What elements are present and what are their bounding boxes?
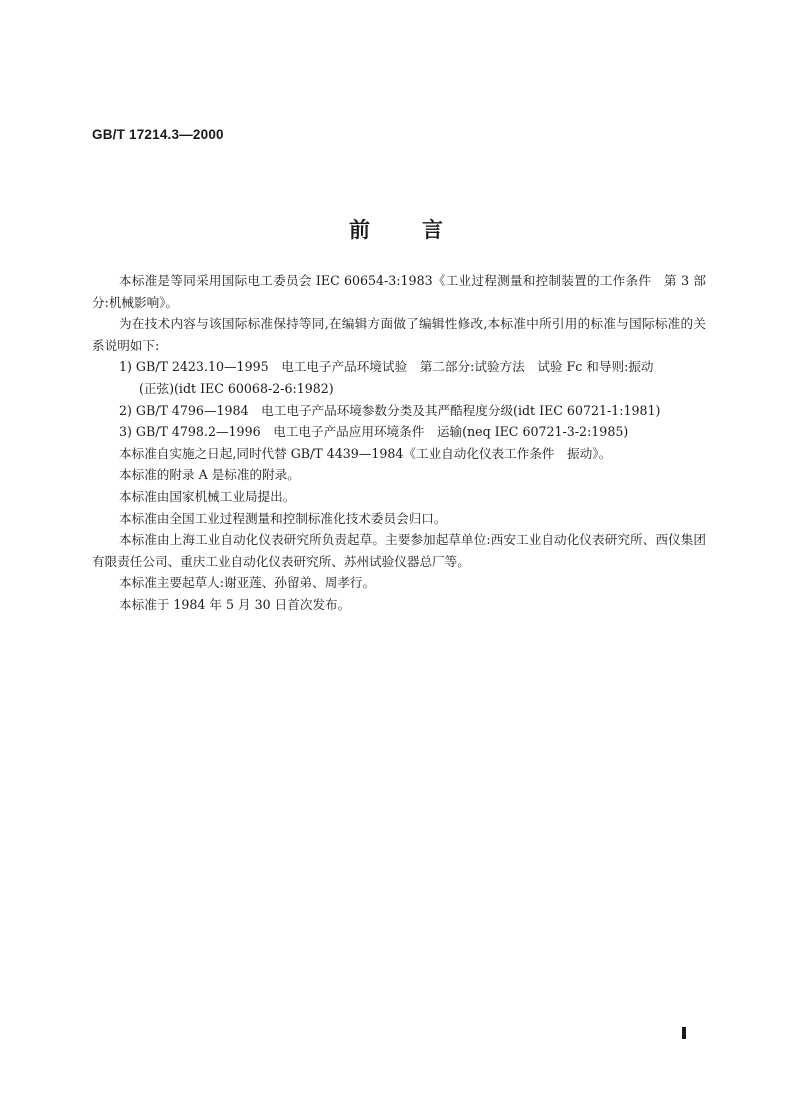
reference-item-1-continued: (正弦)(idt IEC 60068-2-6:1982) [139,380,334,396]
page-title [0,214,792,244]
reference-item-2: 2) GB/T 4796—1984 电工电子产品环境参数分类及其严酷程度分级(idt IEC 60721-1:1981) [119,402,661,418]
page-number [682,1027,686,1039]
paragraph-centralized-by: 本标准由全国工业过程测量和控制标准化技术委员会归口。 [119,510,447,526]
paragraph-first-issued: 本标准于 1984 年 5 月 30 日首次发布。 [119,596,351,612]
reference-item-1: 1) GB/T 2423.10—1995 电工电子产品环境试验 第二部分:试验方法 试验 Fc 和导则:振动 [119,359,654,375]
paragraph-drafters: 本标准主要起草人:谢亚莲、孙留弟、周孝行。 [119,575,376,591]
paragraph-drafted-by: 本标准由上海工业自动化仪表研究所负责起草。主要参加起草单位:西安工业自动化仪表研究所、西仪集团有限责任公司、重庆工业自动化仪表研究所、苏州试验仪器总厂等。 [92,532,706,569]
paragraph-adoption: 本标准是等同采用国际电工委员会 IEC 60654-3:1983《工业过程测量和控制装置的工作条件 第 3 部分:机械影响》。 [92,273,706,310]
paragraph-proposed-by: 本标准由国家机械工业局提出。 [119,488,296,504]
paragraph-relation: 为在技术内容与该国际标准保持等同,在编辑方面做了编辑性修改,本标准中所引用的标准与国际标准的关系说明如下: [92,316,706,353]
title-char-1: 前 [349,218,370,242]
title-char-2: 言 [422,218,443,242]
standard-code: GB/T 17214.3—2000 [92,127,224,142]
paragraph-appendix: 本标准的附录 A 是标准的附录。 [119,467,300,483]
paragraph-replaces: 本标准自实施之日起,同时代替 GB/T 4439—1984《工业自动化仪表工作条件 振动》。 [119,445,612,461]
foreword-body [92,270,706,616]
reference-item-3: 3) GB/T 4798.2—1996 电工电子产品应用环境条件 运输(neq IEC 60721-3-2:1985) [119,424,629,440]
